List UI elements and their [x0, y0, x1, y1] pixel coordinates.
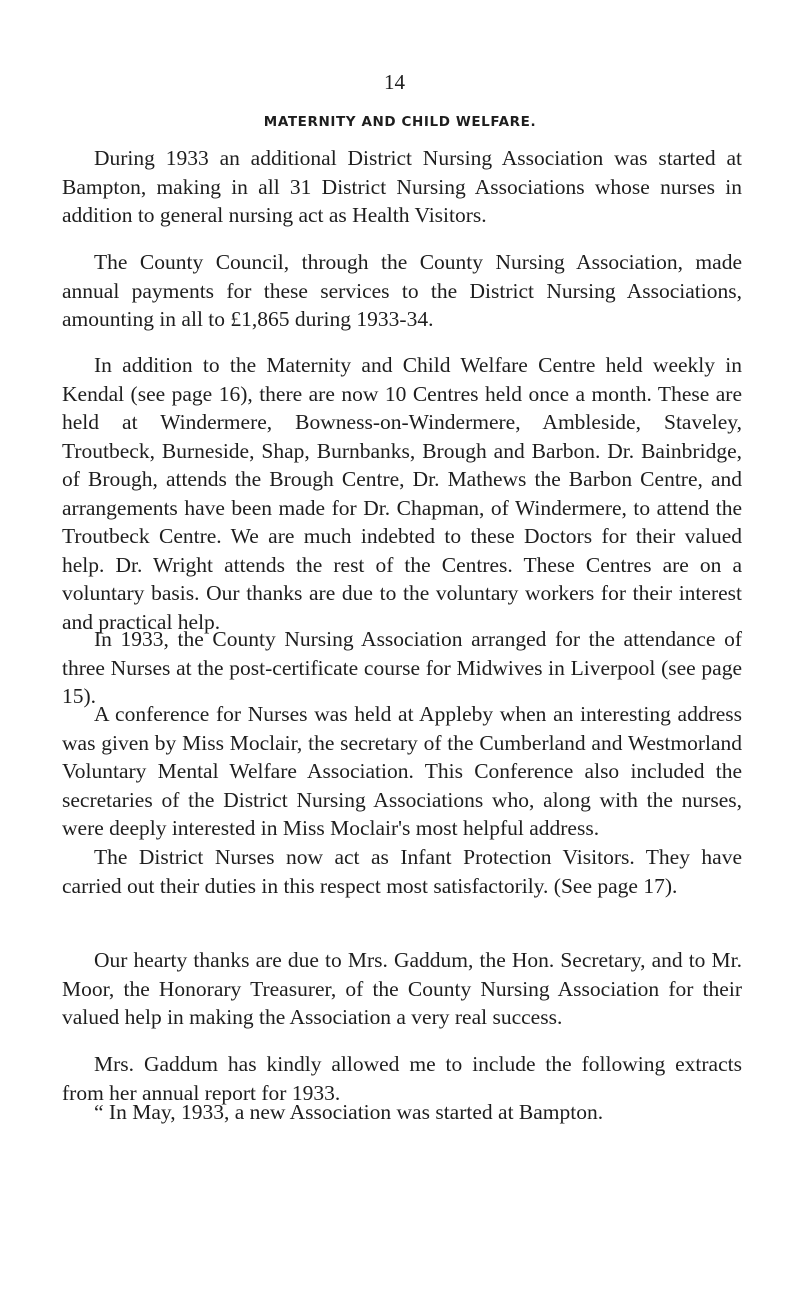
paragraph-appleby-conference: A conference for Nurses was held at Appleby when an interesting address was given by Miss Moclair, the secretary of the Cumberland and Westmorland Voluntary Mental Welfare Association. This Conference also included the secretaries of the District Nursing Associations who, along with the nurses, were deeply interested in Miss Moclair's most helpful address.	[62, 702, 742, 840]
section-heading: MATERNITY AND CHILD WELFARE.	[263, 114, 537, 130]
paragraph-district-nursing: During 1933 an additional District Nursing Association was started at Bampton, making in all 31 District Nursing Associations whose nurses in addition to general nursing act as Health Visitors.	[62, 146, 742, 227]
paragraph-infant-protection: The District Nurses now act as Infant Protection Visitors. They have carried out their duties in this respect most satisfactorily. (See page 17).	[62, 845, 742, 898]
paragraph-thanks: Our hearty thanks are due to Mrs. Gaddum, the Hon. Secretary, and to Mr. Moor, the Honorary Treasurer, of the County Nursing Association for their valued help in making the Association a very real success.	[62, 948, 742, 1029]
page-number: 14	[384, 70, 405, 94]
paragraph-annual-report-intro: Mrs. Gaddum has kindly allowed me to include the following extracts from her annual report for 1933.	[62, 1052, 742, 1105]
paragraph-quote-start: “ In May, 1933, a new Association was started at Bampton.	[94, 1100, 604, 1124]
paragraph-welfare-centres: In addition to the Maternity and Child Welfare Centre held weekly in Kendal (see page 16), there are now 10 Centres held once a month. These are held at Windermere, Bowness-on-Windermere, Ambleside, Staveley, Troutbeck, Burneside, Shap, Burnbanks, Brough and Barbon. Dr. Bainbridge, of Brough, attends the Brough Centre, Dr. Mathews the Barbon Centre, and arrangements have been made for Dr. Chapman, of Windermere, to attend the Troutbeck Centre. We are much indebted to these Doctors for their valued help. Dr. Wright attends the rest of the Centres. These Centres are on a voluntary basis. Our thanks are due to the voluntary workers for their interest and practical help.	[62, 353, 742, 634]
paragraph-midwives-course: In 1933, the County Nursing Association arranged for the attendance of three Nurses at the post-certificate course for Midwives in Liverpool (see page 15).	[62, 627, 742, 708]
paragraph-county-council-payments: The County Council, through the County Nursing Association, made annual payments for these services to the District Nursing Associations, amounting in all to £1,865 during 1933-34.	[62, 250, 742, 331]
